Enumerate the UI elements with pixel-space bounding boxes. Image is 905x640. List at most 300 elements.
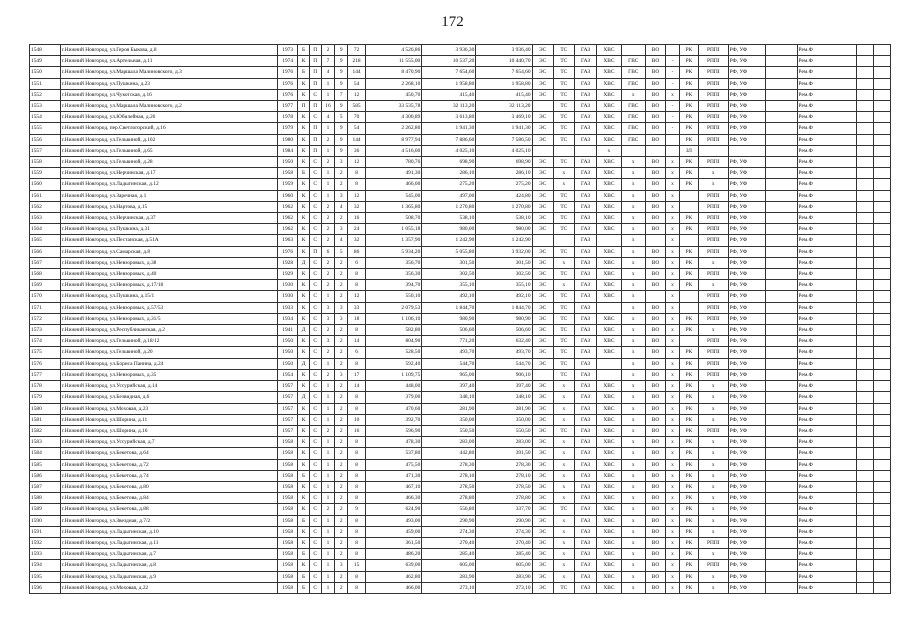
table-cell bbox=[765, 358, 797, 369]
table-cell: 2 bbox=[335, 325, 348, 336]
table-cell-empty bbox=[873, 246, 890, 257]
table-cell: ЭС bbox=[532, 179, 553, 190]
table-cell: 1 958,80 bbox=[422, 78, 476, 89]
table-cell: РФ, УФ bbox=[728, 437, 765, 448]
table-cell: 394,70 bbox=[366, 280, 422, 291]
table-cell: 1548 bbox=[30, 45, 61, 56]
table-cell: 1958 bbox=[278, 549, 298, 560]
table-cell: 8 bbox=[348, 280, 366, 291]
table-cell-empty bbox=[873, 347, 890, 358]
table-cell: ЭС bbox=[532, 291, 553, 302]
table-cell: 1 bbox=[321, 526, 335, 537]
table-cell: 2 bbox=[335, 549, 348, 560]
table-cell: 3 bbox=[335, 224, 348, 235]
table-cell: РК bbox=[679, 369, 698, 380]
table-cell: г.Нижний Новгород, ул.Нерчинская, д.37 bbox=[60, 213, 277, 224]
table-cell: ГАЗ bbox=[574, 213, 596, 224]
table-cell: РК bbox=[679, 549, 698, 560]
table-cell: П bbox=[309, 246, 321, 257]
table-cell: ЭС bbox=[532, 56, 553, 67]
table-cell: 478,30 bbox=[366, 437, 422, 448]
table-cell: 356,70 bbox=[366, 257, 422, 268]
table-cell: г.Нижний Новгород, ул.Ладыгинская, д.8 bbox=[60, 560, 277, 571]
table-cell: 1928 bbox=[278, 257, 298, 268]
table-cell: 1980 bbox=[278, 134, 298, 145]
table-cell: 6 bbox=[321, 246, 335, 257]
table-row bbox=[30, 381, 891, 392]
table-cell-empty bbox=[856, 224, 873, 235]
table-cell: 1 270,80 bbox=[422, 201, 476, 212]
table-cell: Рем.Ф bbox=[797, 213, 856, 224]
table-cell: х bbox=[621, 190, 645, 201]
table-cell: Рем.Ф bbox=[797, 560, 856, 571]
table-row bbox=[30, 201, 891, 212]
table-cell: К bbox=[298, 78, 310, 89]
table-cell: 2 bbox=[335, 392, 348, 403]
table-cell: 302,50 bbox=[476, 269, 532, 280]
table-cell: 397,40 bbox=[422, 381, 476, 392]
table-cell: РППI bbox=[698, 537, 728, 548]
table-cell-empty bbox=[856, 504, 873, 515]
table-cell: х bbox=[698, 280, 728, 291]
table-cell: 1571 bbox=[30, 302, 61, 313]
table-cell: ГАЗ bbox=[574, 549, 596, 560]
table-cell: г.Нижний Новгород, ул.Шорина, д.11 bbox=[60, 414, 277, 425]
table-cell: 804,90 bbox=[366, 336, 422, 347]
table-cell: 54 bbox=[348, 123, 366, 134]
table-cell: С bbox=[309, 112, 321, 123]
table-cell: 1570 bbox=[30, 291, 61, 302]
table-cell: х bbox=[666, 437, 680, 448]
table-cell: 450,70 bbox=[366, 89, 422, 100]
table-cell: 471,30 bbox=[366, 470, 422, 481]
table-cell: х bbox=[553, 392, 574, 403]
table-cell-empty bbox=[873, 78, 890, 89]
table-cell: ВО bbox=[645, 280, 665, 291]
table-cell: ЭС bbox=[532, 213, 553, 224]
table-cell: 2 bbox=[335, 381, 348, 392]
table-row bbox=[30, 403, 891, 414]
table-cell: Б bbox=[298, 168, 310, 179]
table-cell: х bbox=[621, 571, 645, 582]
table-cell: ГАЗ bbox=[574, 179, 596, 190]
table-cell-empty bbox=[873, 291, 890, 302]
table-cell: г.Нижний Новгород, ул.Гельвиной, д.20 bbox=[60, 347, 277, 358]
table-cell: 1958 bbox=[278, 515, 298, 526]
table-cell: ГВС bbox=[621, 67, 645, 78]
table-cell: ГАЗ bbox=[574, 425, 596, 436]
table-cell: 2 bbox=[335, 269, 348, 280]
table-cell bbox=[597, 235, 621, 246]
table-row bbox=[30, 515, 891, 526]
table-cell: 1958 bbox=[278, 437, 298, 448]
table-cell: РФ, УФ bbox=[728, 526, 765, 537]
table-cell: 278,50 bbox=[422, 481, 476, 492]
table-cell: 1950 bbox=[278, 157, 298, 168]
table-cell: 1962 bbox=[278, 224, 298, 235]
table-cell: 16 bbox=[348, 213, 366, 224]
table-cell: 1562 bbox=[30, 201, 61, 212]
table-cell: 491,30 bbox=[366, 168, 422, 179]
table-cell: 1584 bbox=[30, 448, 61, 459]
table-cell-empty bbox=[873, 560, 890, 571]
table-cell: 24 bbox=[348, 224, 366, 235]
table-cell bbox=[765, 89, 797, 100]
table-cell: Рем.Ф bbox=[797, 145, 856, 156]
table-cell: Рем.Ф bbox=[797, 437, 856, 448]
table-cell: ВО bbox=[645, 179, 665, 190]
table-cell: 1557 bbox=[30, 145, 61, 156]
table-row bbox=[30, 67, 891, 78]
table-cell: С bbox=[309, 448, 321, 459]
table-cell-empty bbox=[856, 515, 873, 526]
table-cell-empty bbox=[856, 425, 873, 436]
table-cell: 2 bbox=[321, 347, 335, 358]
table-cell: 1 bbox=[321, 403, 335, 414]
table-cell: 7 586,50 bbox=[476, 134, 532, 145]
table-cell: х bbox=[698, 325, 728, 336]
table-cell: х bbox=[666, 481, 680, 492]
table-cell: РК bbox=[679, 213, 698, 224]
table-cell: Рем.Ф bbox=[797, 157, 856, 168]
table-cell: х bbox=[553, 403, 574, 414]
table-row bbox=[30, 302, 891, 313]
table-cell: РК bbox=[679, 437, 698, 448]
table-cell: ЭС bbox=[532, 336, 553, 347]
table-cell: 605,00 bbox=[422, 560, 476, 571]
table-cell: С bbox=[309, 403, 321, 414]
table-cell: РППI bbox=[698, 201, 728, 212]
table-cell: 397,40 bbox=[476, 381, 532, 392]
table-cell: х bbox=[597, 145, 621, 156]
table-cell: С bbox=[309, 157, 321, 168]
table-cell: 16 bbox=[321, 101, 335, 112]
table-cell: РФ, УФ bbox=[728, 459, 765, 470]
table-cell: ВО bbox=[645, 78, 665, 89]
table-cell: х bbox=[621, 224, 645, 235]
table-cell: х bbox=[621, 179, 645, 190]
table-cell: 1 bbox=[321, 190, 335, 201]
table-cell bbox=[765, 504, 797, 515]
table-cell-empty bbox=[873, 369, 890, 380]
table-cell: 1572 bbox=[30, 313, 61, 324]
table-row bbox=[30, 481, 891, 492]
table-cell: 2 bbox=[321, 269, 335, 280]
table-cell: 302,50 bbox=[422, 269, 476, 280]
table-cell: ЭС bbox=[532, 157, 553, 168]
table-cell: 1976 bbox=[278, 78, 298, 89]
table-cell: х bbox=[666, 179, 680, 190]
table-cell: х bbox=[553, 526, 574, 537]
table-cell: ГАЗ bbox=[574, 134, 596, 145]
table-cell: 3 469,10 bbox=[476, 112, 532, 123]
table-cell: ТС bbox=[553, 269, 574, 280]
table-cell: ГАЗ bbox=[574, 45, 596, 56]
table-cell: ЭС bbox=[532, 582, 553, 593]
table-row bbox=[30, 269, 891, 280]
table-cell: 3 bbox=[321, 336, 335, 347]
table-cell: 8 bbox=[348, 571, 366, 582]
table-cell: РППI bbox=[698, 224, 728, 235]
table-cell: 2 bbox=[335, 515, 348, 526]
table-cell: 1 bbox=[321, 481, 335, 492]
table-cell: 2 bbox=[335, 179, 348, 190]
table-cell: 1 941,30 bbox=[476, 123, 532, 134]
table-cell: 1558 bbox=[30, 157, 61, 168]
table-cell-empty bbox=[856, 213, 873, 224]
table-cell: РК bbox=[679, 78, 698, 89]
table-cell-empty bbox=[873, 425, 890, 436]
table-cell: х bbox=[666, 257, 680, 268]
table-cell: РК bbox=[679, 89, 698, 100]
table-cell: х bbox=[553, 537, 574, 548]
table-cell-empty bbox=[856, 145, 873, 156]
table-cell: 2 bbox=[321, 213, 335, 224]
table-cell-empty bbox=[873, 504, 890, 515]
table-cell: РППI bbox=[698, 45, 728, 56]
table-cell: х bbox=[698, 459, 728, 470]
table-cell: Рем.Ф bbox=[797, 78, 856, 89]
table-cell: РППI bbox=[698, 112, 728, 123]
table-cell: 980,00 bbox=[476, 224, 532, 235]
table-cell: 1 bbox=[321, 78, 335, 89]
table-cell: 475,50 bbox=[366, 459, 422, 470]
table-cell: РФ, УФ bbox=[728, 493, 765, 504]
table-cell: РППI bbox=[698, 425, 728, 436]
table-cell: 906,10 bbox=[476, 369, 532, 380]
table-cell bbox=[698, 145, 728, 156]
table-cell: - bbox=[666, 112, 680, 123]
table-cell bbox=[765, 179, 797, 190]
table-cell: С bbox=[309, 414, 321, 425]
table-cell: С bbox=[309, 549, 321, 560]
table-cell: 1 bbox=[321, 414, 335, 425]
table-cell: г.Нижний Новгород, ул.Бекетова, д.64 bbox=[60, 448, 277, 459]
table-cell bbox=[666, 145, 680, 156]
table-cell: 2 bbox=[335, 571, 348, 582]
table-cell: г.Нижний Новгород, ул.Ладыгинская, д.11 bbox=[60, 537, 277, 548]
table-cell: ЭС bbox=[532, 246, 553, 257]
table-cell: ГАЗ bbox=[574, 582, 596, 593]
table-cell: ГВС bbox=[621, 123, 645, 134]
table-cell: 8 bbox=[348, 549, 366, 560]
table-cell: ГВС bbox=[621, 56, 645, 67]
table-cell bbox=[765, 582, 797, 593]
table-cell: 1 958,80 bbox=[476, 78, 532, 89]
table-cell: С bbox=[309, 168, 321, 179]
table-cell: 3 bbox=[335, 560, 348, 571]
table-cell: 3 bbox=[321, 302, 335, 313]
table-cell: ЭС bbox=[532, 448, 553, 459]
table-cell: 3 932,00 bbox=[476, 246, 532, 257]
table-cell: ТС bbox=[553, 291, 574, 302]
table-cell: х bbox=[666, 560, 680, 571]
table-cell: 391,50 bbox=[476, 448, 532, 459]
table-cell: 1 242,90 bbox=[476, 235, 532, 246]
table-cell: 283,00 bbox=[422, 437, 476, 448]
table-cell: 1554 bbox=[30, 112, 61, 123]
table-cell: ХВС bbox=[597, 67, 621, 78]
table-cell: РК bbox=[679, 224, 698, 235]
table-cell bbox=[765, 526, 797, 537]
table-cell bbox=[765, 560, 797, 571]
table-cell-empty bbox=[856, 257, 873, 268]
table-cell: ГАЗ bbox=[574, 112, 596, 123]
table-cell: г.Нижний Новгород, ул.Артельная, д.11 bbox=[60, 56, 277, 67]
table-cell: ХВС bbox=[597, 526, 621, 537]
table-cell: К bbox=[298, 560, 310, 571]
table-cell: ВО bbox=[645, 123, 665, 134]
table-cell: ТС bbox=[553, 313, 574, 324]
table-cell: ЭС bbox=[532, 560, 553, 571]
table-cell-empty bbox=[856, 358, 873, 369]
table-cell: х bbox=[666, 291, 680, 302]
table-cell: 2 bbox=[335, 168, 348, 179]
table-cell: х bbox=[666, 537, 680, 548]
table-cell: Б bbox=[298, 67, 310, 78]
table-cell-empty bbox=[856, 269, 873, 280]
table-cell: РК bbox=[679, 504, 698, 515]
table-cell-empty bbox=[856, 157, 873, 168]
table-cell: 2 bbox=[335, 425, 348, 436]
table-cell: х bbox=[666, 280, 680, 291]
table-cell: С bbox=[309, 347, 321, 358]
table-cell: ВО bbox=[645, 526, 665, 537]
table-cell: ВО bbox=[645, 425, 665, 436]
table-cell: ВО bbox=[645, 493, 665, 504]
table-cell: С bbox=[309, 213, 321, 224]
table-cell: 337,70 bbox=[476, 504, 532, 515]
table-cell-empty bbox=[856, 470, 873, 481]
table-cell: ЭС bbox=[532, 425, 553, 436]
table-cell: С bbox=[309, 280, 321, 291]
table-row bbox=[30, 571, 891, 582]
table-cell: Рем.Ф bbox=[797, 224, 856, 235]
table-cell: РФ, УФ bbox=[728, 45, 765, 56]
table-cell: РК bbox=[679, 67, 698, 78]
table-cell: 493,00 bbox=[366, 515, 422, 526]
table-cell bbox=[553, 235, 574, 246]
table-cell: ТС bbox=[553, 78, 574, 89]
table-cell: 144 bbox=[348, 134, 366, 145]
table-cell: 392,70 bbox=[366, 414, 422, 425]
table-cell: 2 bbox=[335, 526, 348, 537]
table-cell-empty bbox=[856, 246, 873, 257]
table-cell: ЭС bbox=[532, 325, 553, 336]
table-cell: РФ, УФ bbox=[728, 302, 765, 313]
table-row bbox=[30, 414, 891, 425]
table-cell: ЭС bbox=[532, 381, 553, 392]
table-cell: х bbox=[621, 336, 645, 347]
table-cell: Д bbox=[298, 325, 310, 336]
table-cell: ЭС bbox=[532, 134, 553, 145]
table-cell: ТС bbox=[553, 224, 574, 235]
table-cell: РК bbox=[679, 56, 698, 67]
table-cell: х bbox=[698, 168, 728, 179]
table-cell: Рем.Ф bbox=[797, 179, 856, 190]
table-cell: 278,80 bbox=[476, 493, 532, 504]
table-cell: 466,00 bbox=[366, 179, 422, 190]
table-cell: г.Нижний Новгород, ул.Бекетова, д.84 bbox=[60, 493, 277, 504]
table-cell-empty bbox=[856, 101, 873, 112]
table-cell: РК bbox=[679, 246, 698, 257]
table-cell: РФ, УФ bbox=[728, 392, 765, 403]
table-cell: 771,20 bbox=[422, 336, 476, 347]
table-cell: 8 977,94 bbox=[366, 134, 422, 145]
table-cell: К bbox=[298, 190, 310, 201]
table-cell bbox=[765, 269, 797, 280]
table-cell: К bbox=[298, 269, 310, 280]
table-row bbox=[30, 280, 891, 291]
table-cell: х bbox=[621, 381, 645, 392]
table-cell: ГАЗ bbox=[574, 381, 596, 392]
table-cell-empty bbox=[856, 526, 873, 537]
table-cell: РППI bbox=[698, 67, 728, 78]
table-cell: ВО bbox=[645, 89, 665, 100]
table-cell: РК bbox=[679, 381, 698, 392]
table-cell: 1962 bbox=[278, 213, 298, 224]
table-cell: 3 bbox=[335, 157, 348, 168]
table-cell: Рем.Ф bbox=[797, 425, 856, 436]
table-cell: 9 bbox=[335, 134, 348, 145]
table-cell: 506,60 bbox=[422, 325, 476, 336]
table-cell bbox=[765, 537, 797, 548]
table-cell: х bbox=[621, 89, 645, 100]
table-cell: ЭС bbox=[532, 190, 553, 201]
table-cell: 1954 bbox=[278, 369, 298, 380]
table-cell: 1586 bbox=[30, 470, 61, 481]
table-cell: 466,00 bbox=[366, 582, 422, 593]
table-cell: Рем.Ф bbox=[797, 526, 856, 537]
table-cell: 348,10 bbox=[476, 392, 532, 403]
table-cell: ТС bbox=[553, 369, 574, 380]
table-cell: г.Нижний Новгород, ул.Маршала Малиновского, д.2 bbox=[60, 101, 277, 112]
table-cell: 624,90 bbox=[366, 504, 422, 515]
table-cell: ХВС bbox=[597, 582, 621, 593]
table-cell: ХВС bbox=[597, 246, 621, 257]
table-cell: К bbox=[298, 246, 310, 257]
table-cell: ХВС bbox=[597, 560, 621, 571]
table-cell bbox=[679, 201, 698, 212]
table-cell: ТС bbox=[553, 134, 574, 145]
table-cell: К bbox=[298, 112, 310, 123]
table-cell: 2 262,80 bbox=[366, 123, 422, 134]
table-cell: ХВС bbox=[597, 481, 621, 492]
table-cell: 2 bbox=[321, 235, 335, 246]
table-row bbox=[30, 257, 891, 268]
table-cell: ВО bbox=[645, 571, 665, 582]
table-cell: 1976 bbox=[278, 67, 298, 78]
table-cell: ГАЗ bbox=[574, 560, 596, 571]
table-cell: 15 bbox=[348, 560, 366, 571]
table-cell: х bbox=[621, 582, 645, 593]
table-cell: 545,00 bbox=[366, 190, 422, 201]
table-cell: 9 bbox=[335, 101, 348, 112]
table-cell: 1555 bbox=[30, 123, 61, 134]
table-cell: 1959 bbox=[278, 179, 298, 190]
table-cell-empty bbox=[873, 56, 890, 67]
table-cell: х bbox=[698, 257, 728, 268]
table-cell bbox=[765, 168, 797, 179]
table-cell: 1984 bbox=[278, 145, 298, 156]
table-cell: 2 bbox=[335, 582, 348, 593]
table-row bbox=[30, 145, 891, 156]
table-cell: 462,80 bbox=[366, 571, 422, 582]
table-cell: ХВС bbox=[597, 448, 621, 459]
table-cell: х bbox=[698, 526, 728, 537]
table-cell: х bbox=[621, 291, 645, 302]
table-cell: К bbox=[298, 504, 310, 515]
